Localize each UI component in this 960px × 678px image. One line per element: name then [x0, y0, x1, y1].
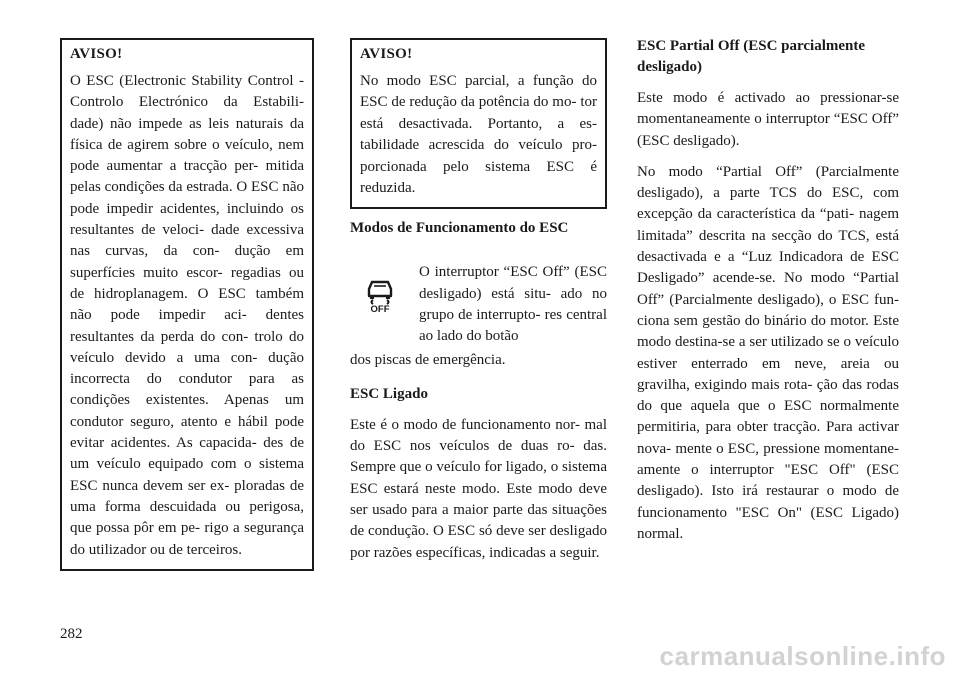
warning-title: AVISO!: [70, 46, 123, 62]
esc-off-icon: [366, 277, 394, 313]
esc-switch-description-end: dos piscas de emergência.: [350, 352, 506, 369]
watermark: carmanualsonline.info: [659, 641, 946, 671]
partial-off-paragraph-2: No modo “Partial Off” (Parcialmente desligado), a parte TCS do ESC, com excepção da característica da “pati- nagem limitada” descrita na secção do TCS, está desactivada e a “Luz Indicadora de ESC Desligado” acende-se. No modo “Partial Off” (Parcialmente desligado), o ESC fun- ciona sem gestão do binário do motor. Este modo destina-se a ser utilizado se o veículo estiver enterrado em neve, areia ou gravilha, exigindo mais rota- ção das rodas do que aquela que o ESC normalmente permitiria, para obter tracção. Para activar nova- mente o ESC, pressione momentane- amente o interruptor "ESC Off" (ESC desligado). Isto irá restaurar o modo de funcionamento "ESC On" (ESC Ligado) normal.: [637, 163, 899, 542]
partial-off-heading: ESC Partial Off (ESC parcialmente desligado): [637, 38, 866, 75]
warning-box-partial: [350, 38, 607, 209]
warning-text-partial: No modo ESC parcial, a função do ESC de redução da potência do mo- tor está desactivada. Portanto, a es- tabilidade acrescida do veículo pro- porcionada pelo sistema ESC é reduzida.: [360, 73, 597, 197]
esc-on-text: Este é o modo de funcionamento nor- mal do ESC nos veículos de duas ro- das. Sempre que o veículo for ligado, o sistema ESC estará neste modo. Este modo deve ser usado para a maior parte das situações de condução. O ESC só deve ser desligado por razões específicas, indicadas a seguir.: [350, 416, 607, 561]
middle-column: [350, 38, 607, 564]
left-column: [60, 38, 314, 571]
page-number: 282: [60, 626, 83, 642]
esc-on-heading: ESC Ligado: [350, 385, 428, 402]
warning-title-partial: AVISO!: [360, 46, 413, 62]
warning-text: O ESC (Electronic Stability Control - Controlo Electrónico da Estabili- dade) não impede as leis naturais da física de agirem sobre o veículo, nem pode aumentar a tracção per- mitida pelas condições da estrada. O ESC não pode impedir acidentes, incluindo os resultantes de veloci- dade excessiva nas curvas, da con- dução em superfícies muito escor- regadias ou de hidroplanagem. O ESC também não pode impedir aci- dentes resultantes da perda do con- trolo do veículo devido a uma con- dução incorrecta do condutor para as condições existentes. Apenas um condutor seguro, atento e hábil pode evitar acidentes. As capacida- des de um veículo equipado com o sistema ESC nunca devem ser ex- ploradas de uma forma descuidada ou perigosa, que possa pôr em pe- rigo a segurança do utilizador ou de terceiros.: [70, 73, 304, 558]
esc-switch-block: [350, 262, 607, 348]
right-column: [637, 36, 899, 545]
modes-heading: Modos de Funcionamento do ESC: [350, 220, 569, 237]
warning-box: [60, 38, 314, 571]
esc-off-icon-label: OFF: [370, 304, 390, 314]
partial-off-paragraph-1: Este modo é activado ao pressionar-se momentaneamente o interruptor “ESC Off” (ESC desligado).: [637, 90, 899, 149]
esc-switch-description: O interruptor “ESC Off” (ESC desligado) está situ- ado no grupo de interrupto- res central ao lado do botão: [419, 264, 607, 345]
